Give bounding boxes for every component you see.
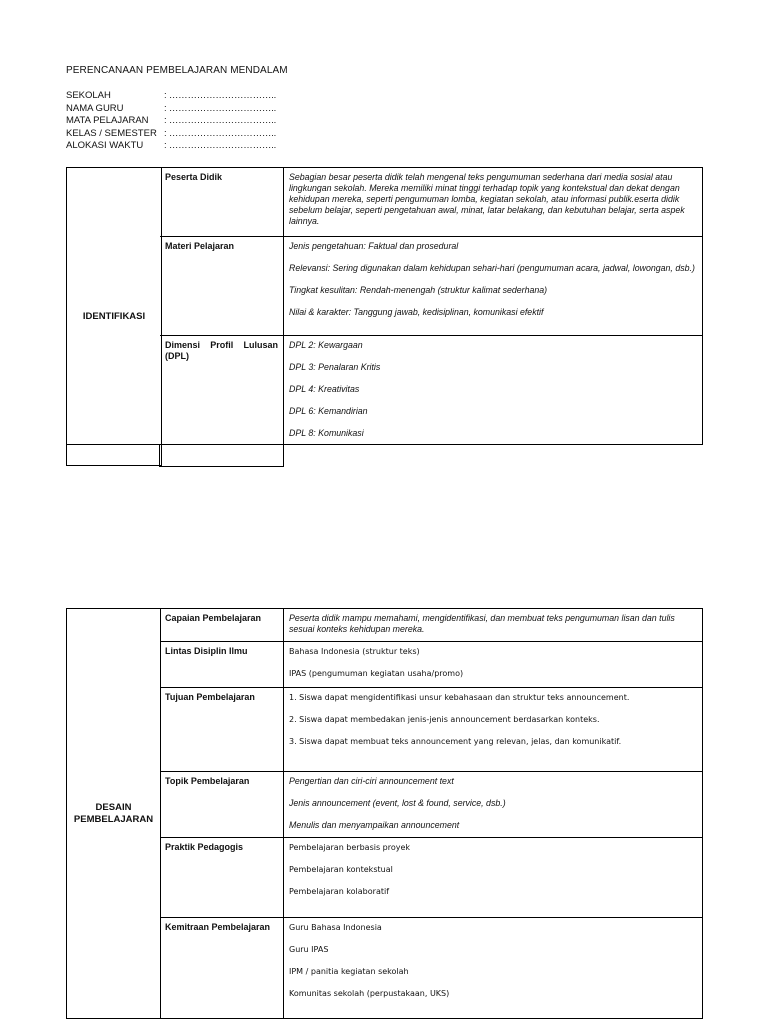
dpl-content	[284, 336, 702, 445]
meta-block	[66, 90, 276, 153]
kemitraan-content	[284, 918, 702, 1019]
dpl-item: DPL 8: Komunikasi	[289, 428, 364, 438]
desain-pembelajaran-table	[66, 608, 703, 1019]
praktik-item: Pembelajaran kolaboratif	[289, 887, 390, 896]
materi-pelajaran-label: Materi Pelajaran	[160, 237, 284, 335]
identifikasi-table	[66, 167, 703, 445]
topik-item: Jenis announcement (event, lost & found, service, dsb.)	[289, 798, 506, 808]
desain-section-text: DESAIN PEMBELAJARAN	[73, 801, 154, 825]
meta-key: SEKOLAH	[66, 90, 111, 101]
row-lintas-disiplin	[160, 642, 702, 688]
kemitraan-item: Guru IPAS	[289, 945, 329, 954]
meta-value: : ……………………………..	[164, 115, 277, 126]
empty-cell	[159, 444, 284, 467]
lintas-disiplin-content	[284, 642, 702, 687]
meta-value: : ……………………………..	[164, 140, 277, 151]
capaian-text: Peserta didik mampu memahami, mengidentifikasi, dan membuat teks pengumuman lisan dan tulis sesuai konteks kehidupan mereka.	[289, 613, 675, 634]
meta-key: MATA PELAJARAN	[66, 115, 149, 126]
peserta-didik-label: Peserta Didik	[160, 168, 284, 236]
row-materi-pelajaran	[160, 237, 702, 336]
materi-pelajaran-content	[284, 237, 702, 335]
lintas-item: Bahasa Indonesia (struktur teks)	[289, 647, 420, 656]
tujuan-item: 3. Siswa dapat membuat teks announcement yang relevan, jelas, dan komunikatif.	[289, 737, 622, 746]
identifikasi-section-label: IDENTIFIKASI	[66, 168, 162, 466]
topik-content	[284, 772, 702, 837]
capaian-content	[284, 609, 702, 641]
meta-key: KELAS / SEMESTER	[66, 127, 157, 139]
row-capaian	[160, 609, 702, 642]
praktik-item: Pembelajaran berbasis proyek	[289, 843, 411, 852]
meta-value: : ……………………………..	[164, 127, 277, 139]
peserta-didik-content	[284, 168, 702, 236]
row-tujuan	[160, 688, 702, 772]
meta-row-kelas-semester	[66, 128, 276, 141]
tujuan-label: Tujuan Pembelajaran	[160, 688, 284, 771]
lintas-item: IPAS (pengumuman kegiatan usaha/promo)	[289, 669, 464, 678]
meta-row-nama-guru	[66, 103, 276, 116]
topik-item: Menulis dan menyampaikan announcement	[289, 820, 460, 830]
dpl-item: DPL 3: Penalaran Kritis	[289, 362, 381, 372]
meta-row-mata-pelajaran	[66, 115, 276, 128]
row-kemitraan	[160, 918, 702, 1019]
lintas-disiplin-label: Lintas Disiplin Ilmu	[160, 642, 284, 687]
document-title: PERENCANAAN PEMBELAJARAN MENDALAM	[66, 65, 288, 76]
meta-value: : ……………………………..	[164, 102, 277, 114]
dpl-item: DPL 4: Kreativitas	[289, 384, 360, 394]
dpl-label: Dimensi Profil Lulusan (DPL)	[160, 336, 284, 445]
row-dpl	[160, 336, 702, 445]
kemitraan-item: IPM / panitia kegiatan sekolah	[289, 967, 409, 976]
kemitraan-item: Guru Bahasa Indonesia	[289, 923, 382, 932]
desain-section-label	[67, 609, 161, 1018]
materi-item: Relevansi: Sering digunakan dalam kehidupan sehari-hari (pengumuman acara, jadwal, lowongan, dsb.)	[289, 263, 695, 273]
materi-item: Jenis pengetahuan: Faktual dan prosedural	[289, 241, 459, 251]
materi-item: Tingkat kesulitan: Rendah-menengah (struktur kalimat sederhana)	[289, 285, 548, 295]
dpl-item: DPL 6: Kemandirian	[289, 406, 368, 416]
kemitraan-label: Kemitraan Pembelajaran	[160, 918, 284, 1019]
praktik-label: Praktik Pedagogis	[160, 838, 284, 917]
capaian-label: Capaian Pembelajaran	[160, 609, 284, 641]
praktik-item: Pembelajaran kontekstual	[289, 865, 393, 874]
kemitraan-item: Komunitas sekolah (perpustakaan, UKS)	[289, 989, 450, 998]
tujuan-item: 2. Siswa dapat membedakan jenis-jenis announcement berdasarkan konteks.	[289, 715, 600, 724]
meta-value: : ……………………………..	[164, 90, 277, 101]
meta-row-sekolah	[66, 90, 276, 103]
tujuan-item: 1. Siswa dapat mengidentifikasi unsur kebahasaan dan struktur teks announcement.	[289, 693, 630, 702]
meta-row-alokasi-waktu	[66, 140, 276, 153]
row-topik	[160, 772, 702, 838]
peserta-didik-text: Sebagian besar peserta didik telah mengenal teks pengumuman sederhana dari media sosial atau lingkungan sekolah. Mereka memiliki minat tinggi terhadap topik yang kontekstual dan dekat dengan kehidupan mereka, seperti pengumuman lomba, kegiatan sekolah, atau informasi publik.eserta didik sebelum belajar, seperti pengetahuan awal, minat, latar belakang, dan kebutuhan belajar, serta aspek lainnya.	[289, 172, 685, 226]
topik-label: Topik Pembelajaran	[160, 772, 284, 837]
meta-key: ALOKASI WAKTU	[66, 140, 144, 151]
praktik-content	[284, 838, 702, 917]
dpl-item: DPL 2: Kewargaan	[289, 340, 363, 350]
meta-key: NAMA GURU	[66, 102, 124, 114]
materi-item: Nilai & karakter: Tanggung jawab, kedisiplinan, komunikasi efektif	[289, 307, 544, 317]
row-praktik	[160, 838, 702, 918]
tujuan-content	[284, 688, 702, 771]
row-peserta-didik	[160, 168, 702, 237]
topik-item: Pengertian dan ciri-ciri announcement text	[289, 776, 454, 786]
